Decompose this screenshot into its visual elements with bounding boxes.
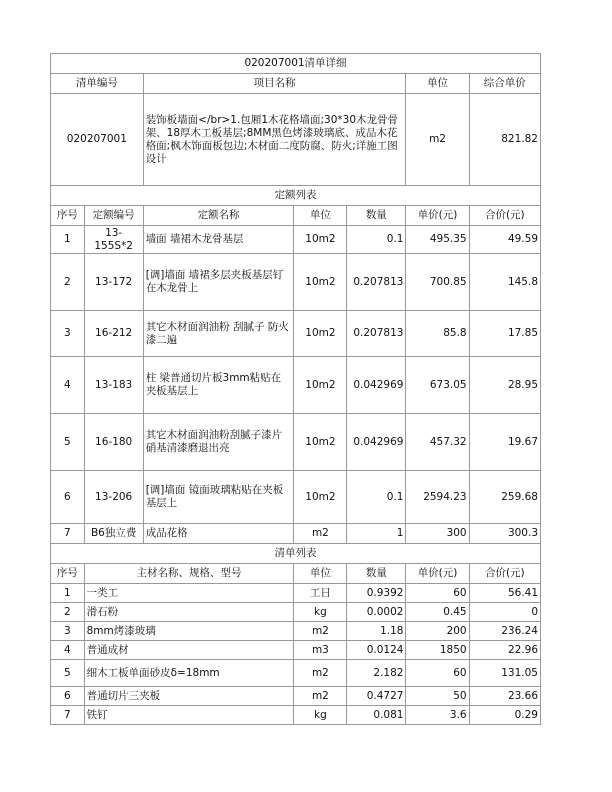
material-total: 56.41 [469, 584, 540, 603]
quota-price: 457.32 [406, 414, 469, 471]
material-name: 细木工板单面砂皮δ=18mm [84, 660, 294, 687]
quota-no: 3 [51, 311, 85, 357]
material-price: 0.45 [406, 603, 469, 622]
material-unit: m2 [294, 660, 347, 687]
material-no: 2 [51, 603, 85, 622]
quota-code: 13-155S*2 [84, 226, 143, 254]
material-qty: 0.0124 [347, 641, 406, 660]
material-total: 23.66 [469, 687, 540, 706]
quota-total: 49.59 [469, 226, 540, 254]
materials-row [51, 687, 541, 706]
quota-price: 2594.23 [406, 471, 469, 524]
quota-header-cell: 合价(元) [469, 206, 540, 226]
quota-no: 4 [51, 357, 85, 414]
material-unit: kg [294, 706, 347, 725]
quota-qty: 0.207813 [347, 254, 406, 311]
material-total: 131.05 [469, 660, 540, 687]
quota-price: 673.05 [406, 357, 469, 414]
material-qty: 0.4727 [347, 687, 406, 706]
material-name: 铁钉 [84, 706, 294, 725]
material-total: 0.29 [469, 706, 540, 725]
quota-code: 13-206 [84, 471, 143, 524]
quota-header-cell: 定额名称 [143, 206, 294, 226]
material-qty: 2.182 [347, 660, 406, 687]
material-qty: 1.18 [347, 622, 406, 641]
quota-name: 成品花格 [143, 524, 294, 544]
item-unit: m2 [406, 94, 469, 186]
materials-title: 清单列表 [51, 544, 541, 564]
material-unit: m2 [294, 622, 347, 641]
quota-name: [调]墙面 镜面玻璃粘贴在夹板基层上 [143, 471, 294, 524]
quota-qty: 0.207813 [347, 311, 406, 357]
materials-header-cell: 序号 [51, 564, 85, 584]
quota-total: 300.3 [469, 524, 540, 544]
quota-name: 其它木材面润油粉刮腻子漆片硝基清漆磨退出亮 [143, 414, 294, 471]
quota-unit: 10m2 [294, 254, 347, 311]
quota-qty: 0.042969 [347, 357, 406, 414]
quota-header-cell: 单位 [294, 206, 347, 226]
quota-unit: 10m2 [294, 311, 347, 357]
materials-header-cell: 数量 [347, 564, 406, 584]
quota-no: 7 [51, 524, 85, 544]
quota-code: 13-183 [84, 357, 143, 414]
material-no: 1 [51, 584, 85, 603]
quota-price: 85.8 [406, 311, 469, 357]
col-code-header: 清单编号 [51, 74, 144, 94]
material-price: 50 [406, 687, 469, 706]
quota-row [51, 414, 541, 471]
materials-row [51, 603, 541, 622]
quota-code: 16-180 [84, 414, 143, 471]
item-price: 821.82 [469, 94, 540, 186]
col-price-header: 综合单价 [469, 74, 540, 94]
material-no: 5 [51, 660, 85, 687]
quota-unit: 10m2 [294, 357, 347, 414]
materials-header-cell: 合价(元) [469, 564, 540, 584]
item-code: 020207001 [51, 94, 144, 186]
quota-row [51, 254, 541, 311]
material-unit: m3 [294, 641, 347, 660]
quota-price: 700.85 [406, 254, 469, 311]
material-price: 3.6 [406, 706, 469, 725]
quota-name: 柱 梁普通切片板3mm粘贴在夹板基层上 [143, 357, 294, 414]
material-name: 8mm烤漆玻璃 [84, 622, 294, 641]
quota-header-cell: 单价(元) [406, 206, 469, 226]
quota-header-cell: 数量 [347, 206, 406, 226]
quota-name: 其它木材面润油粉 刮腻子 防火漆二遍 [143, 311, 294, 357]
materials-header-cell: 主材名称、规格、型号 [84, 564, 294, 584]
quota-row [51, 226, 541, 254]
quota-total: 19.67 [469, 414, 540, 471]
material-total: 0 [469, 603, 540, 622]
material-no: 4 [51, 641, 85, 660]
material-qty: 0.9392 [347, 584, 406, 603]
quota-code: 16-212 [84, 311, 143, 357]
quota-total: 259.68 [469, 471, 540, 524]
quota-header-cell: 序号 [51, 206, 85, 226]
quota-row [51, 471, 541, 524]
material-no: 7 [51, 706, 85, 725]
material-price: 60 [406, 584, 469, 603]
materials-row [51, 706, 541, 725]
title-row [51, 54, 541, 74]
material-qty: 0.0002 [347, 603, 406, 622]
material-unit: m2 [294, 687, 347, 706]
materials-header-cell: 单位 [294, 564, 347, 584]
quota-qty: 0.042969 [347, 414, 406, 471]
quota-no: 2 [51, 254, 85, 311]
material-no: 3 [51, 622, 85, 641]
col-unit-header: 单位 [406, 74, 469, 94]
quota-row [51, 524, 541, 544]
quota-name: [调]墙面 墙裙多层夹板基层钉在木龙骨上 [143, 254, 294, 311]
material-total: 236.24 [469, 622, 540, 641]
material-price: 200 [406, 622, 469, 641]
quota-title: 定额列表 [51, 186, 541, 206]
quota-code: B6独立费 [84, 524, 143, 544]
quota-qty: 1 [347, 524, 406, 544]
header-row [51, 74, 541, 94]
materials-row [51, 641, 541, 660]
quota-title-row [51, 186, 541, 206]
quota-price: 300 [406, 524, 469, 544]
material-price: 60 [406, 660, 469, 687]
quota-code: 13-172 [84, 254, 143, 311]
quota-header-cell: 定额编号 [84, 206, 143, 226]
quota-unit: 10m2 [294, 226, 347, 254]
materials-title-row [51, 544, 541, 564]
quota-no: 6 [51, 471, 85, 524]
detail-table [50, 53, 541, 725]
material-name: 普通切片三夹板 [84, 687, 294, 706]
quota-unit: m2 [294, 524, 347, 544]
quota-qty: 0.1 [347, 471, 406, 524]
quota-row [51, 357, 541, 414]
quota-total: 28.95 [469, 357, 540, 414]
quota-row [51, 311, 541, 357]
quota-no: 5 [51, 414, 85, 471]
quota-unit: 10m2 [294, 471, 347, 524]
quota-qty: 0.1 [347, 226, 406, 254]
quota-total: 17.85 [469, 311, 540, 357]
material-name: 一类工 [84, 584, 294, 603]
item-name: 装饰板墙面</br>1.包厢1木花格墙面;30*30木龙骨骨架、18厚木工板基层;8MM黑色烤漆玻璃底、成品木花格面;枫木饰面板包边;木材面二度防腐、防火;详施工图设计 [143, 94, 406, 186]
materials-header-row [51, 564, 541, 584]
material-no: 6 [51, 687, 85, 706]
materials-row [51, 622, 541, 641]
col-name-header: 项目名称 [143, 74, 406, 94]
material-qty: 0.081 [347, 706, 406, 725]
material-name: 普通成材 [84, 641, 294, 660]
quota-price: 495.35 [406, 226, 469, 254]
material-unit: kg [294, 603, 347, 622]
quota-name: 墙面 墙裙木龙骨基层 [143, 226, 294, 254]
page-title: 020207001清单详细 [51, 54, 541, 74]
quota-header-row [51, 206, 541, 226]
quota-total: 145.8 [469, 254, 540, 311]
quota-no: 1 [51, 226, 85, 254]
quota-unit: 10m2 [294, 414, 347, 471]
material-unit: 工日 [294, 584, 347, 603]
material-price: 1850 [406, 641, 469, 660]
item-row [51, 94, 541, 186]
material-name: 滑石粉 [84, 603, 294, 622]
material-total: 22.96 [469, 641, 540, 660]
materials-header-cell: 单价(元) [406, 564, 469, 584]
materials-row [51, 660, 541, 687]
materials-row [51, 584, 541, 603]
